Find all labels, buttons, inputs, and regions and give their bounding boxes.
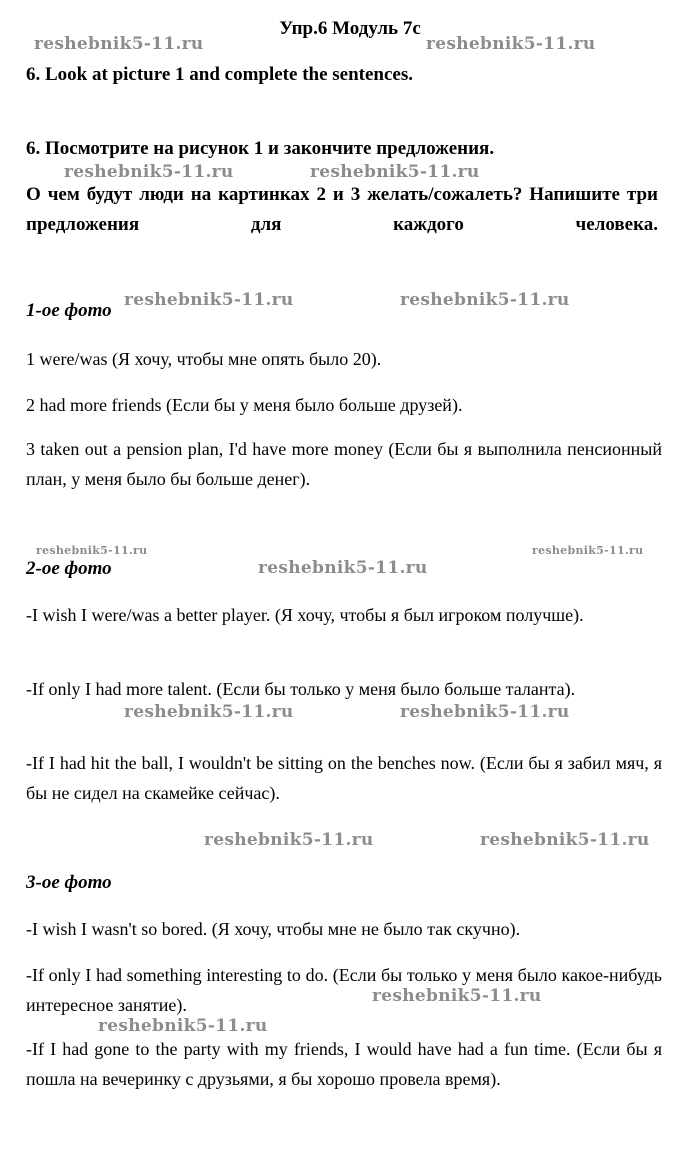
watermark: reshebnik5-11.ru [480,830,650,850]
answer-line: -If only I had more talent. (Если бы только у меня было больше таланта). [26,679,576,699]
watermark: reshebnik5-11.ru [400,290,570,310]
watermark: reshebnik5-11.ru [310,162,480,182]
task-russian-2: О чем будут люди на картинках 2 и 3 желать/сожалеть? Напишите три предложения для каждого человека. [26,184,658,235]
answer-line: 3 taken out a pension plan, I'd have more money (Если бы я выполнила пенсионный план, у меня было бы больше денег). [26,439,662,489]
section-heading-photo-2: 2-ое фото [26,558,112,579]
watermark: reshebnik5-11.ru [204,830,374,850]
watermark: reshebnik5-11.ru [372,986,542,1006]
watermark: reshebnik5-11.ru [124,290,294,310]
section-heading-photo-1: 1-ое фото [26,300,112,321]
watermark: reshebnik5-11.ru [124,702,294,722]
section-heading-photo-3: 3-ое фото [26,872,112,893]
page-title: Упр.6 Модуль 7с [279,18,421,39]
task-english: 6. Look at picture 1 and complete the sentences. [26,64,414,85]
answer-line: -I wish I wasn't so bored. (Я хочу, чтобы мне не было так скучно). [26,919,521,939]
answer-line: 2 had more friends (Если бы у меня было больше друзей). [26,395,463,415]
watermark: reshebnik5-11.ru [36,544,148,557]
watermark: reshebnik5-11.ru [258,558,428,578]
watermark: reshebnik5-11.ru [532,544,644,557]
watermark: reshebnik5-11.ru [400,702,570,722]
answer-line: -If I had hit the ball, I wouldn't be sitting on the benches now. (Если бы я забил мяч, я бы не сидел на скамейке сейчас). [26,753,662,803]
task-russian-1: 6. Посмотрите на рисунок 1 и закончите предложения. [26,138,495,159]
watermark: reshebnik5-11.ru [64,162,234,182]
watermark: reshebnik5-11.ru [34,34,204,54]
answer-line: -If I had gone to the party with my friends, I would have had a fun time. (Если бы я пошла на вечеринку с друзьями, я бы хорошо провела время). [26,1039,662,1089]
watermark: reshebnik5-11.ru [98,1016,268,1036]
answer-line: 1 were/was (Я хочу, чтобы мне опять было 20). [26,349,382,369]
answer-line: -I wish I were/was a better player. (Я хочу, чтобы я был игроком получше). [26,605,584,625]
watermark: reshebnik5-11.ru [426,34,596,54]
answer-line: -If only I had something interesting to do. (Если бы только у меня было какое-нибудь интересное занятие). [26,965,662,1015]
